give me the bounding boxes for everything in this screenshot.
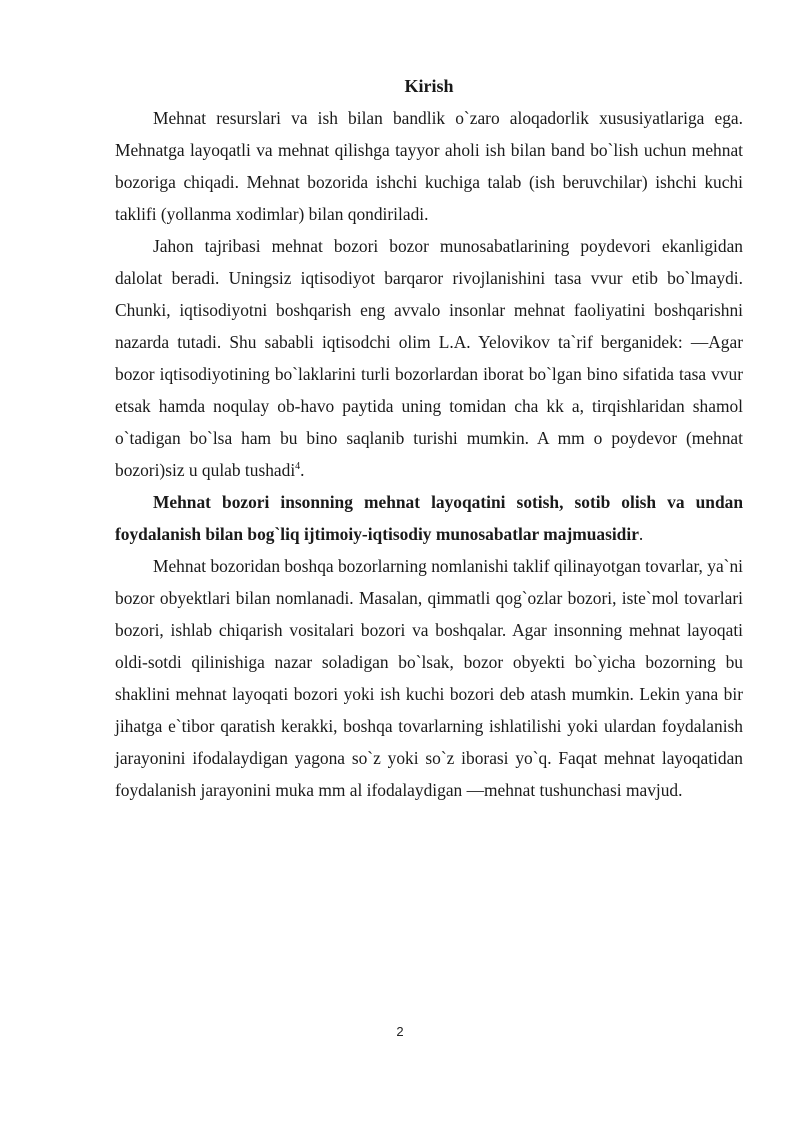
section-title: Kirish — [404, 76, 454, 96]
definition-paragraph — [115, 486, 743, 550]
paragraph-1: Mehnat resurslari va ish bilan bandlik o`zaro aloqadorlik xususiyatlariga ega. Mehnatga layoqatli va mehnat qilishga tayyor aholi ish bilan band bo`lish uchun mehnat bozoriga chiqadi. Mehnat bozorida ishchi kuchiga talab (ish beruvchilar) ishchi kuchi taklifi (yollanma xodimlar) bilan qondiriladi. — [115, 108, 743, 224]
page-number: 2 — [396, 1024, 404, 1039]
paragraph-4: Mehnat bozoridan boshqa bozorlarning nomlanishi taklif qilinayotgan tovarlar, ya`ni bozor obyektlari bilan nomlanadi. Masalan, qimmatli qog`ozlar bozori, iste`mol tovarlari bozori, ishlab chiqarish vositalari bozori va boshqalar. Agar insonning mehnat layoqati oldi-sotdi qilinishiga nazar soladigan bo`lsak, bozor obyekti bo`yicha bozorning bu shaklini mehnat layoqati bozori yoki ish kuchi bozori deb atash mumkin. Lekin yana bir jihatga e`tibor qaratish kerakki, boshqa tovarlarning ishlatilishi yoki ulardan foydalanish jarayonini ifodalaydigan yagona so`z yoki so`z iborasi yo`q. Faqat mehnat layoqatidan foydalanish jarayonini muka mm al ifodalaydigan ―mehnat tushunchasi mavjud. — [115, 556, 743, 800]
document-page — [115, 70, 743, 806]
definition-end: . — [638, 524, 644, 544]
definition-text: Mehnat bozori insonning mehnat layoqatini sotish, sotib olish va undan foydalanish bilan bog`liq ijtimoiy-iqtisodiy munosabatlar majmuasidir — [115, 492, 743, 544]
paragraph-2 — [115, 230, 743, 486]
footnote-marker: 4 — [295, 461, 301, 473]
paragraph-2-end: . — [300, 460, 305, 480]
paragraph-2-text: Jahon tajribasi mehnat bozori bozor munosabatlarining poydevori ekanligidan dalolat beradi. Uningsiz iqtisodiyot barqaror rivojlanishini tasa vvur etib bo`lmaydi. Chunki, iqtisodiyotni boshqarish eng avvalo insonlar mehnat faoliyatini boshqarishni nazarda tutadi. Shu sababli iqtisodchi olim L.A. Yelovikov ta`rif berganidek: ―Agar bozor iqtisodiyotining bo`laklarini turli bozorlardan iborat bo`lgan bino sifatida tasa vvur etsak hamda noqulay ob-havo paytida uning tomidan cha kk a, tirqishlaridan shamol o`tadigan bo`lsa ham bu bino saqlanib turishi mumkin. A mm o poydevor (mehnat bozori)siz u qulab tushadi — [115, 236, 743, 480]
